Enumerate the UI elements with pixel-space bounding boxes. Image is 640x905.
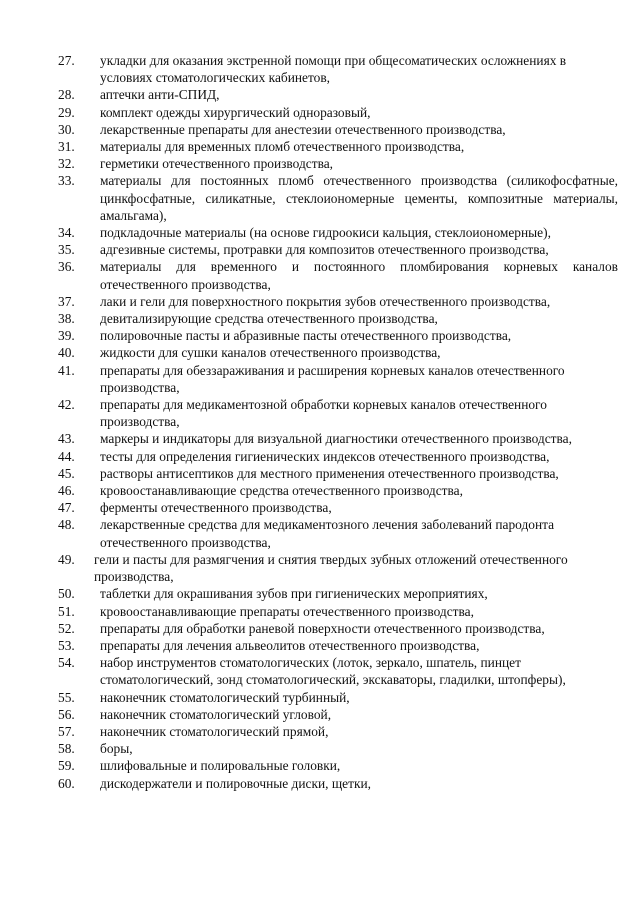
item-text: герметики отечественного производства, (100, 156, 334, 172)
item-text: препараты для обработки раневой поверхности отечественного производства, (100, 620, 545, 636)
item-text: укладки для оказания экстренной помощи при общесоматических осложнениях в условиях стоматологических кабинетов, (100, 53, 567, 86)
list-item (58, 551, 618, 585)
item-number: 42. (58, 397, 75, 413)
item-text: жидкости для сушки каналов отечественного производства, (100, 345, 441, 361)
item-number: 30. (58, 121, 75, 137)
item-number: 58. (58, 741, 75, 757)
item-text: ферменты отечественного производства, (100, 500, 332, 516)
item-text: шлифовальные и полировальные головки, (100, 758, 341, 774)
list-item (58, 344, 618, 361)
item-number: 60. (58, 775, 75, 791)
item-text: препараты для обеззараживания и расширения корневых каналов отечественного производства, (100, 362, 565, 395)
item-number: 39. (58, 328, 75, 344)
item-number: 51. (58, 603, 75, 619)
item-number: 31. (58, 139, 75, 155)
list-item (58, 637, 618, 654)
item-number: 53. (58, 637, 75, 653)
item-text: таблетки для окрашивания зубов при гигиенических мероприятиях, (100, 586, 488, 602)
list-item (58, 723, 618, 740)
list-item (58, 585, 618, 602)
item-text: материалы для временных пломб отечественного производства, (100, 139, 465, 155)
list-item (58, 327, 618, 344)
item-number: 45. (58, 465, 75, 481)
item-text: маркеры и индикаторы для визуальной диагностики отечественного производства, (100, 431, 572, 447)
item-number: 40. (58, 345, 75, 361)
list-item (58, 293, 618, 310)
item-text: лекарственные препараты для анестезии отечественного производства, (100, 121, 506, 137)
item-number: 37. (58, 293, 75, 309)
list-item (58, 155, 618, 172)
list-item (58, 448, 618, 465)
item-number: 38. (58, 311, 75, 327)
list-item (58, 52, 618, 86)
item-number: 56. (58, 706, 75, 722)
item-number: 44. (58, 448, 75, 464)
list-item (58, 224, 618, 241)
list-item (58, 482, 618, 499)
item-text: боры, (100, 741, 133, 757)
item-number: 34. (58, 225, 75, 241)
item-number: 46. (58, 483, 75, 499)
item-number: 49. (58, 551, 75, 567)
list-item (58, 310, 618, 327)
item-text: наконечник стоматологический турбинный, (100, 689, 350, 705)
item-text: растворы антисептиков для местного применения отечественного производства, (100, 465, 559, 481)
list-item (58, 258, 618, 292)
item-text: дискодержатели и полировочные диски, щетки, (100, 775, 371, 791)
item-text: материалы для временного и постоянного пломбирования корневых каналов отечественного производства, (100, 259, 618, 292)
item-number: 50. (58, 586, 75, 602)
item-text: подкладочные материалы (на основе гидроокиси кальция, стеклоиономерные), (100, 225, 551, 241)
item-text: кровоостанавливающие средства отечественного производства, (100, 483, 463, 499)
item-text: набор инструментов стоматологических (лоток, зеркало, шпатель, пинцет стоматологический, зонд стоматологический, экскаваторы, гладилки, штопферы), (100, 655, 566, 688)
item-text: девитализирующие средства отечественного производства, (100, 311, 438, 327)
list-item (58, 172, 618, 224)
item-text: полировочные пасты и абразивные пасты отечественного производства, (100, 328, 512, 344)
item-number: 33. (58, 173, 75, 189)
item-number: 52. (58, 620, 75, 636)
list-item (58, 654, 618, 688)
item-text: гели и пасты для размягчения и снятия твердых зубных отложений отечественного производства, (94, 551, 568, 585)
item-text: комплект одежды хирургический одноразовый, (100, 104, 371, 120)
list-item (58, 516, 618, 550)
item-number: 29. (58, 104, 75, 120)
list-item (58, 757, 618, 774)
item-number: 41. (58, 362, 75, 378)
item-text: препараты для лечения альвеолитов отечественного производства, (100, 637, 480, 653)
list-item (58, 396, 618, 430)
list-item (58, 104, 618, 121)
item-number: 48. (58, 517, 75, 533)
list-item (58, 86, 618, 103)
equipment-list (58, 52, 618, 792)
item-text: лекарственные средства для медикаментозного лечения заболеваний пародонта отечественного производства, (100, 517, 555, 550)
item-number: 35. (58, 242, 75, 258)
item-number: 59. (58, 758, 75, 774)
list-item (58, 362, 618, 396)
item-text: аптечки анти-СПИД, (100, 87, 220, 103)
item-number: 47. (58, 500, 75, 516)
item-number: 27. (58, 53, 75, 68)
item-text: наконечник стоматологический прямой, (100, 723, 329, 739)
list-item (58, 706, 618, 723)
list-item (58, 465, 618, 482)
list-item (58, 241, 618, 258)
item-text: препараты для медикаментозной обработки корневых каналов отечественного производства, (100, 397, 547, 430)
item-number: 57. (58, 723, 75, 739)
list-item (58, 689, 618, 706)
item-number: 55. (58, 689, 75, 705)
item-text: наконечник стоматологический угловой, (100, 706, 332, 722)
item-text: тесты для определения гигиенических индексов отечественного производства, (100, 448, 550, 464)
list-item (58, 121, 618, 138)
item-number: 43. (58, 431, 75, 447)
item-number: 54. (58, 655, 75, 671)
item-text: лаки и гели для поверхностного покрытия зубов отечественного производства, (100, 293, 551, 309)
item-text: кровоостанавливающие препараты отечественного производства, (100, 603, 474, 619)
item-text: адгезивные системы, протравки для композитов отечественного производства, (100, 242, 549, 258)
list-item (58, 499, 618, 516)
list-item (58, 138, 618, 155)
item-text: материалы для постоянных пломб отечественного производства (силикофосфатные, цинкфосфатные, силикатные, стеклоиономерные цементы, композитные материалы, амальгама), (100, 173, 618, 223)
list-item (58, 620, 618, 637)
list-item (58, 775, 618, 792)
item-number: 36. (58, 259, 75, 275)
item-number: 32. (58, 156, 75, 172)
list-item (58, 603, 618, 620)
item-number: 28. (58, 87, 75, 103)
list-item (58, 430, 618, 447)
list-item (58, 740, 618, 757)
